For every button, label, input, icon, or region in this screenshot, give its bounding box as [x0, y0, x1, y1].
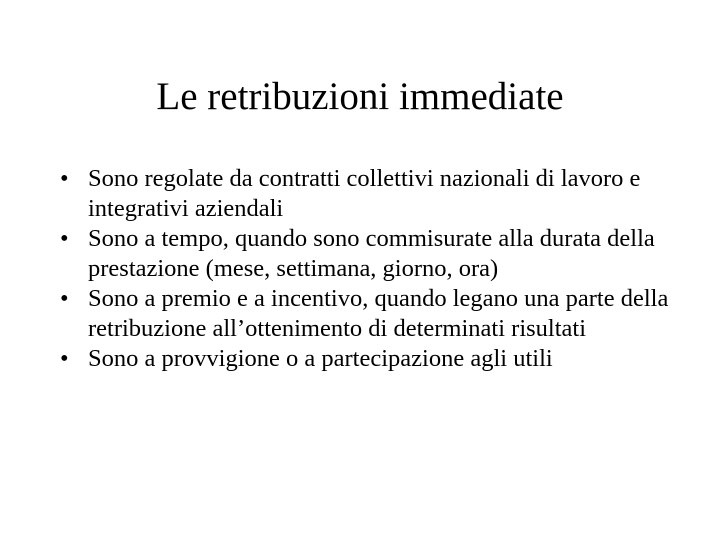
bullet-icon: • [60, 345, 69, 372]
bullet-icon: • [60, 165, 69, 192]
bullet-list [60, 164, 680, 374]
bullet-text: Sono a tempo, quando sono commisurate alla durata della prestazione (mese, settimana, giorno, ora) [88, 225, 655, 282]
bullet-icon: • [60, 225, 69, 252]
bullet-text: Sono regolate da contratti collettivi nazionali di lavoro e integrativi aziendali [88, 165, 641, 222]
bullet-text: Sono a provvigione o a partecipazione agli utili [88, 345, 553, 372]
bullet-item [60, 164, 680, 224]
slide-title: Le retribuzioni immediate [156, 75, 564, 118]
bullet-item [60, 344, 680, 374]
bullet-text: Sono a premio e a incentivo, quando legano una parte della retribuzione all’ottenimento di determinati risultati [88, 285, 669, 342]
bullet-item [60, 284, 680, 344]
bullet-icon: • [60, 285, 69, 312]
bullet-item [60, 224, 680, 284]
